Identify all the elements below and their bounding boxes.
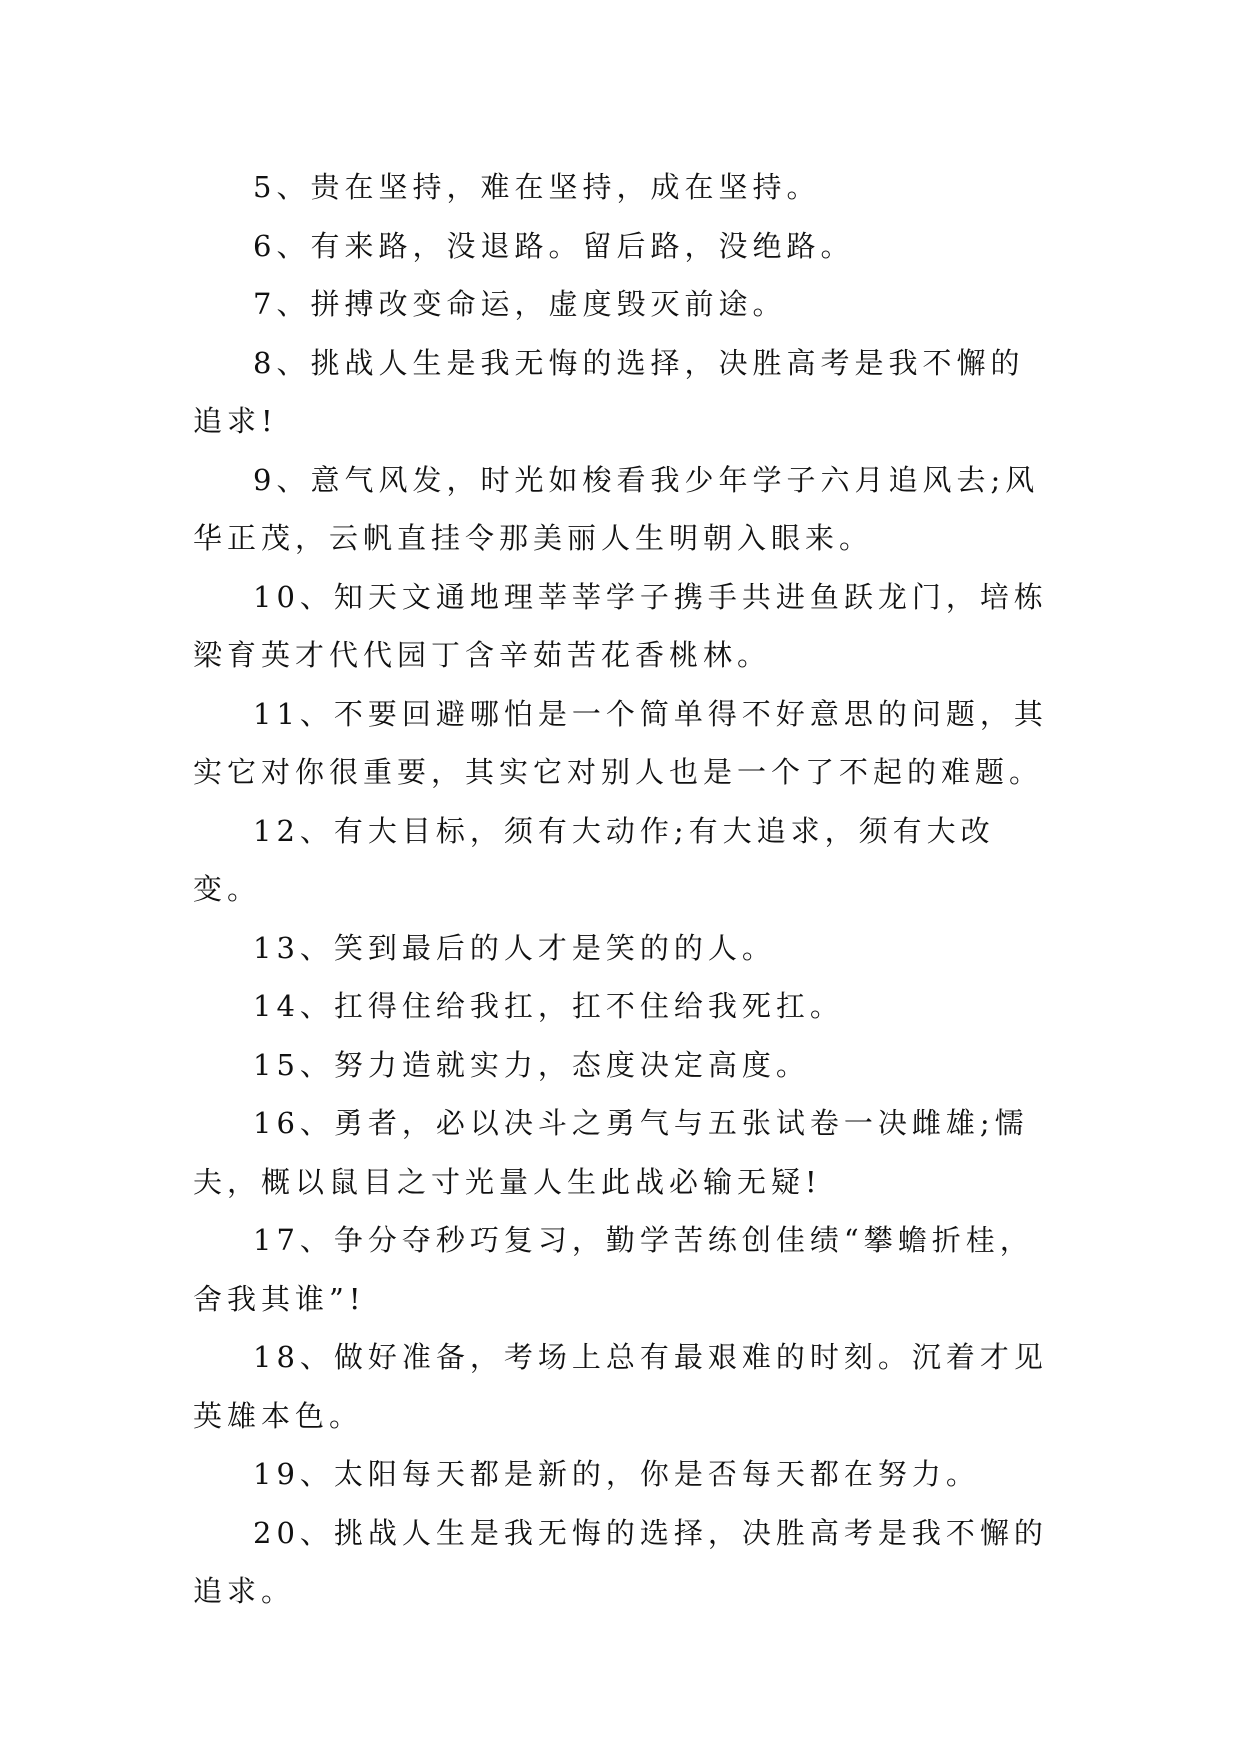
list-item: 7、拼搏改变命运，虚度毁灭前途。 (253, 287, 787, 321)
list-item: 16、勇者，必以决斗之勇气与五张试卷一决雌雄;懦夫，概以鼠目之寸光量人生此战必输无疑! (193, 1106, 1029, 1199)
list-item: 14、扛得住给我扛，扛不住给我死扛。 (253, 989, 844, 1023)
list-item: 8、挑战人生是我无悔的选择，决胜高考是我不懈的追求! (193, 345, 1025, 438)
list-item: 17、争分夺秒巧复习，勤学苦练创佳绩“攀蟾折桂，舍我其谁”! (193, 1223, 1034, 1316)
list-item: 12、有大目标，须有大动作;有大追求，须有大改变。 (193, 813, 995, 906)
list-item: 9、意气风发，时光如梭看我少年学子六月追风去;风华正茂，云帆直挂令那美丽人生明朝入眼来。 (193, 462, 1040, 555)
list-item: 15、努力造就实力，态度决定高度。 (253, 1047, 810, 1082)
list-item: 10、知天文通地理莘莘学子携手共进鱼跃龙门，培栋梁育英才代代园丁含辛茹苦花香桃林。 (193, 579, 1048, 672)
slogan-list (193, 158, 1053, 1621)
list-item: 6、有来路，没退路。留后路，没绝路。 (253, 228, 855, 263)
list-item: 13、笑到最后的人才是笑的的人。 (253, 930, 776, 965)
list-item: 5、贵在坚持，难在坚持，成在坚持。 (253, 170, 821, 204)
list-item: 18、做好准备，考场上总有最艰难的时刻。沉着才见英雄本色。 (193, 1340, 1048, 1433)
list-item: 11、不要回避哪怕是一个简单得不好意思的问题，其实它对你很重要，其实它对别人也是一个了不起的难题。 (193, 696, 1048, 789)
list-item: 19、太阳每天都是新的，你是否每天都在努力。 (253, 1457, 980, 1491)
list-item: 20、挑战人生是我无悔的选择，决胜高考是我不懈的追求。 (193, 1515, 1048, 1608)
